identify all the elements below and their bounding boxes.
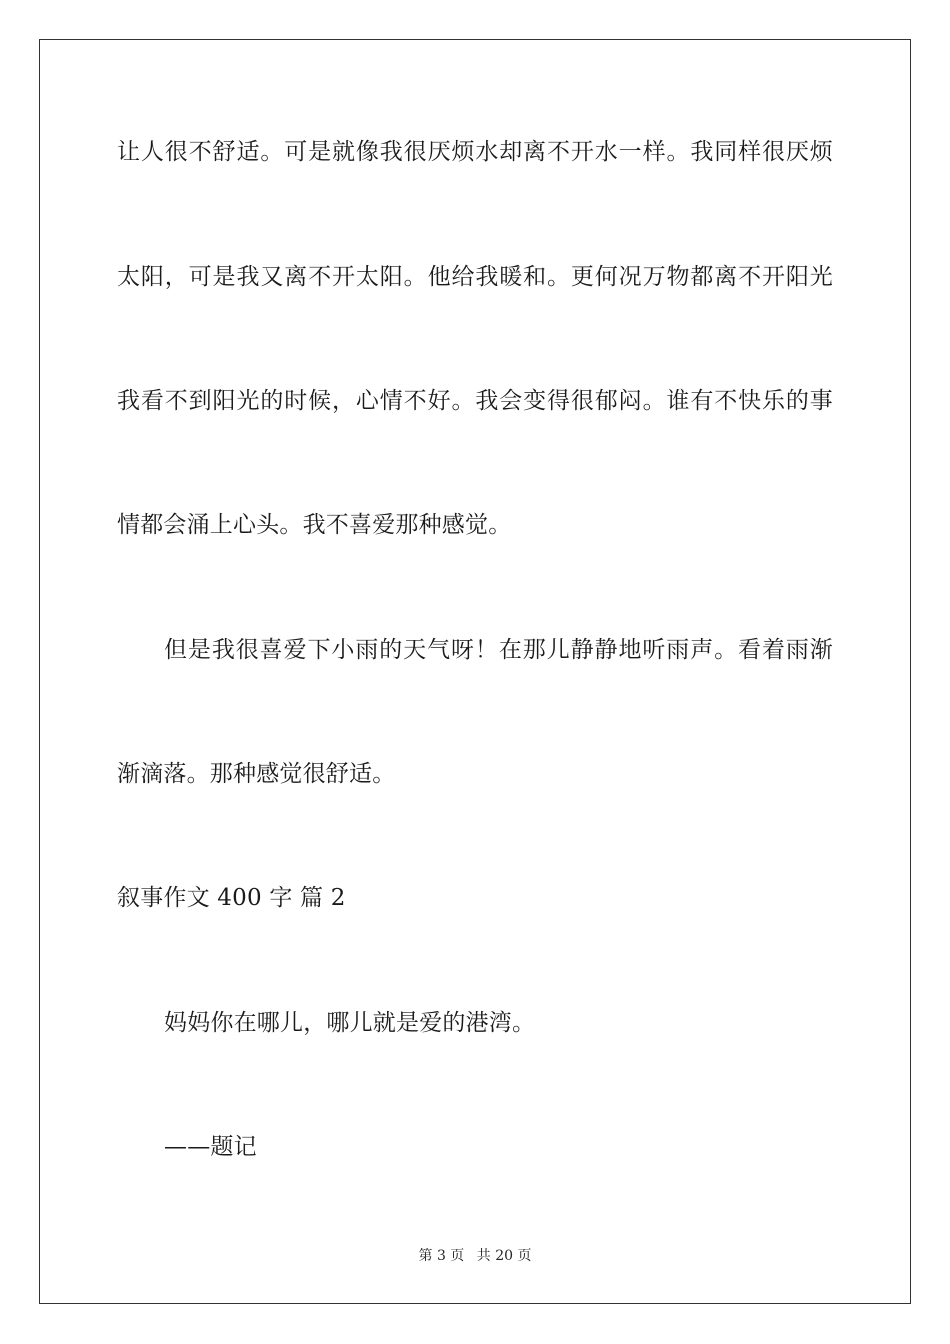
paragraph-line-1: 让人很不舒适。可是就像我很厌烦水却离不开水一样。我同样很厌烦 [117,139,833,165]
page-border [39,39,911,1304]
paragraph-line-3: 我看不到阳光的时候，心情不好。我会变得很郁闷。谁有不快乐的事 [117,388,833,414]
paragraph-line-6: 渐滴落。那种感觉很舒适。 [117,761,396,787]
epigraph-attribution: ——题记 [164,1134,257,1160]
epigraph-line: 妈妈你在哪儿，哪儿就是爱的港湾。 [164,1010,536,1036]
page-number: 第 3 页 [418,1248,465,1264]
paragraph-line-2: 太阳，可是我又离不开太阳。他给我暖和。更何况万物都离不开阳光 [117,264,833,290]
total-pages: 共 20 页 [476,1248,532,1264]
page-footer [0,1246,950,1266]
section-heading: 叙事作文 400 字 篇 2 [117,885,346,911]
paragraph-line-5: 但是我很喜爱下小雨的天气呀！在那儿静静地听雨声。看着雨渐 [164,637,833,663]
paragraph-line-4: 情都会涌上心头。我不喜爱那种感觉。 [117,512,512,538]
